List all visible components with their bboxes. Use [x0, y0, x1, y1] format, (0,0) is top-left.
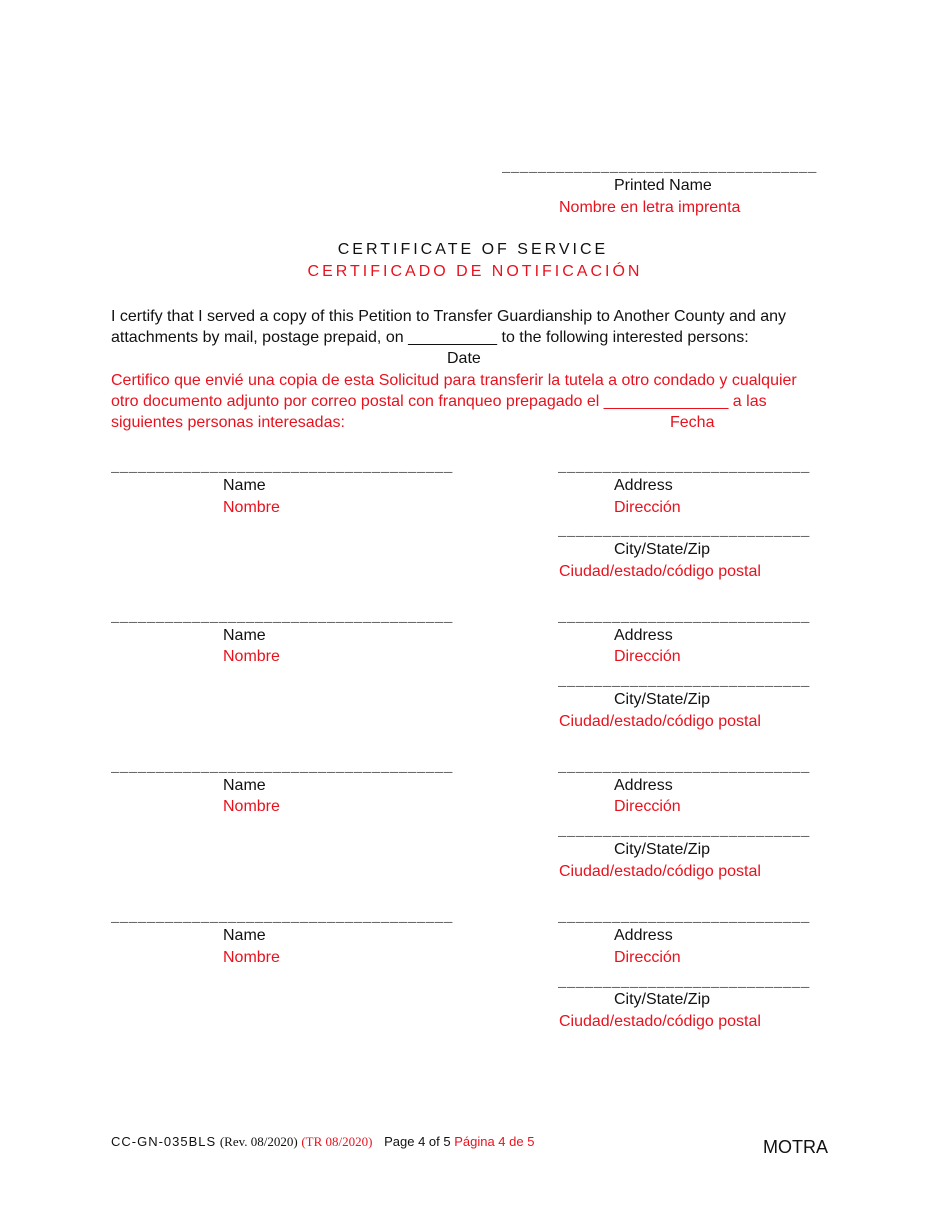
certification-paragraph-line2: attachments by mail, postage prepaid, on __________ to the following interested persons: [111, 329, 749, 346]
printed-name-label: Printed Name [614, 177, 712, 194]
name-label-es: Nombre [223, 949, 280, 966]
name-signature-line[interactable]: ______________________________________ [111, 610, 454, 626]
name-label: Name [223, 927, 266, 944]
name-label-es: Nombre [223, 648, 280, 665]
address-line[interactable]: ____________________________ [558, 610, 811, 626]
certification-paragraph-es-line3: siguientes personas interesadas: [111, 414, 345, 431]
address-label-es: Dirección [614, 949, 681, 966]
date-label-es: Fecha [670, 414, 715, 431]
name-label: Name [223, 477, 266, 494]
printed-name-signature-line[interactable]: ___________________________________ [502, 160, 818, 176]
city-state-zip-line[interactable]: ____________________________ [558, 524, 811, 540]
address-label-es: Dirección [614, 798, 681, 815]
certification-paragraph-es-line1: Certifico que envié una copia de esta Solicitud para transferir la tutela a otro condado y cualquier [111, 372, 797, 389]
address-line[interactable]: ____________________________ [558, 910, 811, 926]
page-number-es: Página 4 de 5 [454, 1134, 535, 1149]
address-line[interactable]: ____________________________ [558, 460, 811, 476]
interested-person-4 [0, 910, 950, 1040]
address-label: Address [614, 777, 673, 794]
city-state-zip-label: City/State/Zip [614, 841, 711, 858]
footer [111, 1134, 534, 1150]
form-code: CC-GN-035BLS [111, 1134, 217, 1149]
page-number: Page 4 of 5 [384, 1134, 451, 1149]
printed-name-label-es: Nombre en letra imprenta [559, 199, 741, 216]
name-label: Name [223, 627, 266, 644]
address-label: Address [614, 927, 673, 944]
interested-person-1 [0, 460, 950, 590]
city-state-zip-line[interactable]: ____________________________ [558, 824, 811, 840]
city-state-zip-label-es: Ciudad/estado/código postal [559, 1013, 761, 1030]
city-state-zip-label: City/State/Zip [614, 991, 711, 1008]
address-label: Address [614, 627, 673, 644]
form-tag: MOTRA [763, 1137, 828, 1157]
city-state-zip-label-es: Ciudad/estado/código postal [559, 713, 761, 730]
revision-date: (Rev. 08/2020) [219, 1134, 298, 1149]
name-label-es: Nombre [223, 499, 280, 516]
city-state-zip-line[interactable]: ____________________________ [558, 975, 811, 991]
certificate-title-es: CERTIFICADO DE NOTIFICACIÓN [307, 263, 643, 280]
address-line[interactable]: ____________________________ [558, 760, 811, 776]
interested-person-3 [0, 760, 950, 890]
interested-person-2 [0, 610, 950, 740]
name-label: Name [223, 777, 266, 794]
city-state-zip-label-es: Ciudad/estado/código postal [559, 563, 761, 580]
address-label-es: Dirección [614, 499, 681, 516]
date-label: Date [447, 350, 481, 367]
city-state-zip-label: City/State/Zip [614, 541, 711, 558]
city-state-zip-line[interactable]: ____________________________ [558, 674, 811, 690]
name-signature-line[interactable]: ______________________________________ [111, 460, 454, 476]
address-label-es: Dirección [614, 648, 681, 665]
name-signature-line[interactable]: ______________________________________ [111, 760, 454, 776]
translation-date: (TR 08/2020) [301, 1134, 373, 1149]
city-state-zip-label-es: Ciudad/estado/código postal [559, 863, 761, 880]
certificate-title: CERTIFICATE OF SERVICE [337, 241, 609, 258]
certification-paragraph-line1: I certify that I served a copy of this Petition to Transfer Guardianship to Another County and any [111, 308, 787, 325]
certification-paragraph-es-line2: otro documento adjunto por correo postal con franqueo prepagado el ______________ a las [111, 393, 767, 410]
name-label-es: Nombre [223, 798, 280, 815]
city-state-zip-label: City/State/Zip [614, 691, 711, 708]
address-label: Address [614, 477, 673, 494]
name-signature-line[interactable]: ______________________________________ [111, 910, 454, 926]
